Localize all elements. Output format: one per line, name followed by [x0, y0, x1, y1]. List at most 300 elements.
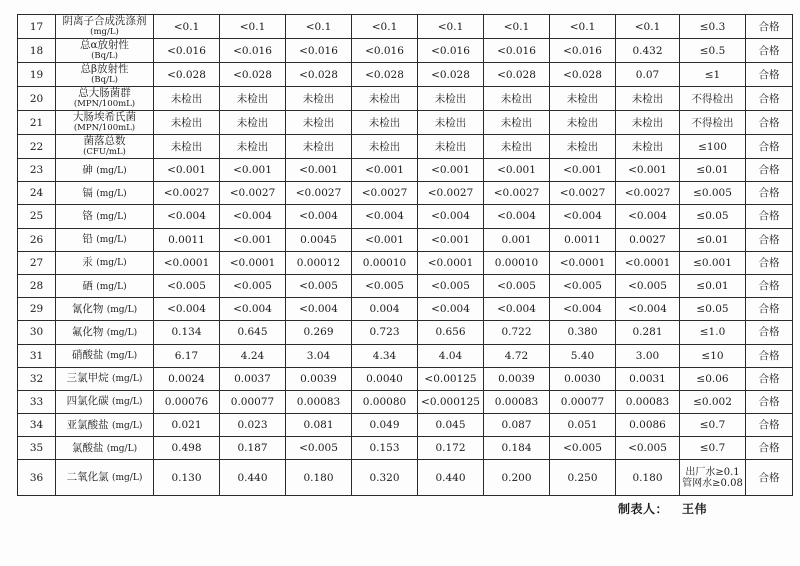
item-cell: [56, 390, 154, 413]
value-cell: 0.0045: [286, 228, 352, 251]
value-cell: 未检出: [484, 87, 550, 111]
value-cell: 未检出: [286, 87, 352, 111]
item-name: 汞: [82, 256, 93, 269]
value-cell: <0.028: [154, 63, 220, 87]
result-cell: 合格: [746, 63, 793, 87]
result-cell: 合格: [746, 298, 793, 321]
table-row: [18, 135, 793, 159]
value-cell: 未检出: [418, 87, 484, 111]
item-name: 大肠埃希氏菌: [73, 111, 136, 123]
value-cell: <0.001: [550, 159, 616, 182]
value-cell: <0.001: [220, 159, 286, 182]
value-cell: 0.087: [484, 414, 550, 437]
value-cell: 0.440: [220, 460, 286, 496]
result-cell: 合格: [746, 182, 793, 205]
item-unit: (mg/L): [112, 397, 143, 408]
value-cell: 0.184: [484, 437, 550, 460]
item-cell: [56, 63, 154, 87]
standard-limit: ≤0.001: [680, 251, 746, 274]
value-cell: 未检出: [616, 87, 680, 111]
table-row: [18, 437, 793, 460]
standard-limit: ≤0.7: [680, 414, 746, 437]
standard-limit: ≤1: [680, 63, 746, 87]
value-cell: 0.00010: [352, 251, 418, 274]
value-cell: 0.498: [154, 437, 220, 460]
value-cell: 未检出: [352, 111, 418, 135]
value-cell: 0.00080: [352, 390, 418, 413]
item-name: 氟化物: [71, 325, 104, 338]
result-cell: 合格: [746, 344, 793, 367]
value-cell: 0.153: [352, 437, 418, 460]
value-cell: 未检出: [154, 87, 220, 111]
value-cell: <0.028: [352, 63, 418, 87]
value-cell: <0.004: [352, 205, 418, 228]
result-cell: 合格: [746, 460, 793, 496]
standard-limit: [680, 460, 746, 496]
row-number: 25: [18, 205, 56, 228]
item-cell: [56, 437, 154, 460]
value-cell: <0.004: [616, 298, 680, 321]
value-cell: <0.004: [286, 298, 352, 321]
value-cell: 0.440: [418, 460, 484, 496]
value-cell: 3.04: [286, 344, 352, 367]
item-unit: (mg/L): [96, 165, 127, 176]
item-unit: (mg/L): [112, 374, 143, 385]
item-unit: (mg/L): [106, 327, 138, 338]
result-cell: 合格: [746, 321, 793, 344]
value-cell: <0.001: [616, 159, 680, 182]
value-cell: 0.081: [286, 414, 352, 437]
value-cell: <0.028: [220, 63, 286, 87]
value-cell: 未检出: [220, 135, 286, 159]
table-row: [18, 390, 793, 413]
value-cell: <0.0027: [220, 182, 286, 205]
table-row: [18, 182, 793, 205]
row-number: 34: [18, 414, 56, 437]
value-cell: 0.281: [616, 321, 680, 344]
value-cell: 未检出: [220, 87, 286, 111]
item-name: 总α放射性: [79, 39, 130, 51]
item-name: 四氯化碳: [66, 395, 109, 408]
item-cell: [56, 414, 154, 437]
standard-limit: ≤0.01: [680, 228, 746, 251]
value-cell: <0.0027: [286, 182, 352, 205]
value-cell: <0.005: [286, 437, 352, 460]
value-cell: <0.0027: [418, 182, 484, 205]
item-name: 氰化物: [71, 302, 104, 315]
result-cell: 合格: [746, 159, 793, 182]
value-cell: <0.004: [154, 205, 220, 228]
value-cell: <0.004: [550, 205, 616, 228]
value-cell: <0.0027: [352, 182, 418, 205]
standard-limit-line: 管网水≥0.08: [682, 477, 743, 489]
value-cell: <0.001: [352, 228, 418, 251]
item-unit: (MPN/100mL): [73, 99, 136, 109]
row-number: 36: [18, 460, 56, 496]
value-cell: <0.005: [550, 437, 616, 460]
standard-limit: ≤0.05: [680, 298, 746, 321]
value-cell: <0.0027: [550, 182, 616, 205]
row-number: 20: [18, 87, 56, 111]
item-cell: [56, 205, 154, 228]
value-cell: 0.0031: [616, 367, 680, 390]
value-cell: <0.000125: [418, 390, 484, 413]
value-cell: <0.1: [550, 15, 616, 39]
table-maker: [618, 500, 707, 517]
standard-limit: ≤100: [680, 135, 746, 159]
table-row: [18, 344, 793, 367]
value-cell: 未检出: [286, 135, 352, 159]
row-number: 30: [18, 321, 56, 344]
value-cell: <0.001: [220, 228, 286, 251]
table-maker-label: 制表人：: [618, 502, 669, 516]
value-cell: 0.0011: [154, 228, 220, 251]
item-name: 砷: [82, 163, 93, 176]
result-cell: 合格: [746, 367, 793, 390]
value-cell: 0.0024: [154, 367, 220, 390]
value-cell: 0.001: [484, 228, 550, 251]
value-cell: 0.645: [220, 321, 286, 344]
row-number: 22: [18, 135, 56, 159]
table-row: [18, 414, 793, 437]
value-cell: <0.004: [484, 205, 550, 228]
standard-limit: ≤0.05: [680, 205, 746, 228]
value-cell: 未检出: [352, 135, 418, 159]
item-cell: [56, 298, 154, 321]
item-cell: [56, 182, 154, 205]
item-name: 氯酸盐: [71, 441, 104, 454]
item-unit: (mg/L): [112, 420, 143, 431]
value-cell: <0.0001: [154, 251, 220, 274]
value-cell: 0.0011: [550, 228, 616, 251]
value-cell: <0.028: [550, 63, 616, 87]
value-cell: 0.180: [616, 460, 680, 496]
value-cell: 未检出: [220, 111, 286, 135]
item-unit: (mg/L): [106, 351, 138, 362]
item-unit: (mg/L): [96, 281, 127, 292]
result-cell: 合格: [746, 390, 793, 413]
value-cell: 0.656: [418, 321, 484, 344]
value-cell: 0.380: [550, 321, 616, 344]
value-cell: 0.023: [220, 414, 286, 437]
standard-limit: ≤0.01: [680, 274, 746, 297]
value-cell: 0.0037: [220, 367, 286, 390]
value-cell: <0.1: [418, 15, 484, 39]
value-cell: 4.04: [418, 344, 484, 367]
row-number: 28: [18, 274, 56, 297]
row-number: 17: [18, 15, 56, 39]
value-cell: <0.001: [154, 159, 220, 182]
item-name: 硝酸盐: [71, 349, 104, 362]
value-cell: <0.0001: [550, 251, 616, 274]
value-cell: 0.07: [616, 63, 680, 87]
value-cell: <0.1: [154, 15, 220, 39]
result-cell: 合格: [746, 87, 793, 111]
value-cell: <0.004: [220, 298, 286, 321]
table-row: [18, 367, 793, 390]
row-number: 29: [18, 298, 56, 321]
table-row: [18, 15, 793, 39]
value-cell: 0.723: [352, 321, 418, 344]
value-cell: <0.005: [550, 274, 616, 297]
item-name: 三氯甲烷: [66, 372, 109, 385]
result-cell: 合格: [746, 251, 793, 274]
table-row: [18, 63, 793, 87]
item-name: 镉: [82, 186, 93, 199]
table-row: [18, 274, 793, 297]
value-cell: <0.004: [550, 298, 616, 321]
value-cell: 6.17: [154, 344, 220, 367]
value-cell: <0.005: [154, 274, 220, 297]
item-name: 总β放射性: [80, 63, 129, 75]
standard-limit: ≤0.3: [680, 15, 746, 39]
result-cell: 合格: [746, 15, 793, 39]
standard-limit: ≤1.0: [680, 321, 746, 344]
value-cell: 0.320: [352, 460, 418, 496]
value-cell: 未检出: [418, 135, 484, 159]
standard-limit: ≤0.5: [680, 39, 746, 63]
table-row: [18, 87, 793, 111]
value-cell: <0.001: [418, 159, 484, 182]
value-cell: <0.0027: [484, 182, 550, 205]
item-cell: [56, 159, 154, 182]
value-cell: 未检出: [616, 135, 680, 159]
value-cell: <0.028: [286, 63, 352, 87]
value-cell: <0.004: [484, 298, 550, 321]
value-cell: 0.172: [418, 437, 484, 460]
standard-limit: ≤0.7: [680, 437, 746, 460]
value-cell: <0.005: [484, 274, 550, 297]
item-cell: [56, 228, 154, 251]
value-cell: <0.1: [616, 15, 680, 39]
value-cell: 未检出: [484, 135, 550, 159]
value-cell: 0.049: [352, 414, 418, 437]
value-cell: 0.250: [550, 460, 616, 496]
value-cell: 未检出: [550, 111, 616, 135]
result-cell: 合格: [746, 414, 793, 437]
value-cell: <0.005: [286, 274, 352, 297]
value-cell: <0.016: [484, 39, 550, 63]
item-unit: (mg/L): [96, 211, 127, 222]
item-unit: (Bq/L): [91, 75, 118, 85]
standard-limit-line: 出厂水≥0.1: [685, 466, 740, 478]
value-cell: 0.432: [616, 39, 680, 63]
value-cell: <0.004: [286, 205, 352, 228]
value-cell: 0.00083: [286, 390, 352, 413]
standard-limit: 不得检出: [680, 111, 746, 135]
value-cell: <0.0027: [154, 182, 220, 205]
value-cell: 5.40: [550, 344, 616, 367]
value-cell: <0.00125: [418, 367, 484, 390]
result-cell: 合格: [746, 437, 793, 460]
value-cell: <0.004: [220, 205, 286, 228]
row-number: 27: [18, 251, 56, 274]
standard-limit: ≤10: [680, 344, 746, 367]
value-cell: 未检出: [484, 111, 550, 135]
value-cell: 未检出: [352, 87, 418, 111]
value-cell: <0.001: [484, 159, 550, 182]
value-cell: <0.1: [352, 15, 418, 39]
value-cell: <0.0001: [616, 251, 680, 274]
item-cell: [56, 111, 154, 135]
row-number: 26: [18, 228, 56, 251]
value-cell: 0.0039: [484, 367, 550, 390]
value-cell: 0.00010: [484, 251, 550, 274]
item-cell: [56, 135, 154, 159]
result-cell: 合格: [746, 205, 793, 228]
value-cell: 0.004: [352, 298, 418, 321]
value-cell: <0.028: [484, 63, 550, 87]
item-name: 菌落总数: [83, 135, 126, 147]
value-cell: <0.005: [616, 274, 680, 297]
item-unit: (CFU/mL): [83, 147, 126, 157]
value-cell: 0.269: [286, 321, 352, 344]
standard-limit: 不得检出: [680, 87, 746, 111]
row-number: 18: [18, 39, 56, 63]
value-cell: <0.016: [550, 39, 616, 63]
water-quality-table: [17, 14, 793, 496]
value-cell: 4.24: [220, 344, 286, 367]
value-cell: <0.004: [616, 205, 680, 228]
result-cell: 合格: [746, 111, 793, 135]
value-cell: <0.0001: [220, 251, 286, 274]
value-cell: <0.005: [418, 274, 484, 297]
item-unit: (MPN/100mL): [73, 123, 136, 133]
value-cell: <0.001: [286, 159, 352, 182]
item-name: 铅: [82, 233, 93, 246]
table-row: [18, 159, 793, 182]
item-name: 硒: [82, 279, 93, 292]
item-unit: (mg/L): [90, 27, 119, 37]
item-cell: [56, 344, 154, 367]
value-cell: 4.34: [352, 344, 418, 367]
value-cell: <0.1: [286, 15, 352, 39]
value-cell: <0.016: [286, 39, 352, 63]
standard-limit: ≤0.002: [680, 390, 746, 413]
row-number: 35: [18, 437, 56, 460]
table-body: [18, 15, 793, 496]
value-cell: <0.005: [220, 274, 286, 297]
item-cell: [56, 460, 154, 496]
table-row: [18, 251, 793, 274]
row-number: 21: [18, 111, 56, 135]
value-cell: 0.00083: [484, 390, 550, 413]
item-unit: (mg/L): [112, 473, 143, 484]
value-cell: 0.130: [154, 460, 220, 496]
value-cell: <0.028: [418, 63, 484, 87]
result-cell: 合格: [746, 274, 793, 297]
item-cell: [56, 87, 154, 111]
value-cell: 未检出: [154, 111, 220, 135]
table-row: [18, 321, 793, 344]
value-cell: 0.722: [484, 321, 550, 344]
value-cell: <0.1: [220, 15, 286, 39]
value-cell: 未检出: [418, 111, 484, 135]
table-row: [18, 460, 793, 496]
standard-limit: ≤0.01: [680, 159, 746, 182]
table-row: [18, 298, 793, 321]
value-cell: 0.134: [154, 321, 220, 344]
result-cell: 合格: [746, 135, 793, 159]
value-cell: 0.045: [418, 414, 484, 437]
item-cell: [56, 39, 154, 63]
table-maker-name: 王伟: [682, 502, 708, 516]
item-unit: (mg/L): [106, 304, 138, 315]
item-unit: (mg/L): [96, 235, 127, 246]
value-cell: 0.00077: [220, 390, 286, 413]
value-cell: <0.004: [154, 298, 220, 321]
item-name: 二氧化氯: [66, 471, 109, 484]
row-number: 32: [18, 367, 56, 390]
value-cell: 0.0040: [352, 367, 418, 390]
value-cell: 4.72: [484, 344, 550, 367]
item-unit: (mg/L): [96, 188, 127, 199]
value-cell: <0.004: [418, 298, 484, 321]
value-cell: 0.0030: [550, 367, 616, 390]
value-cell: 3.00: [616, 344, 680, 367]
item-cell: [56, 251, 154, 274]
value-cell: <0.016: [220, 39, 286, 63]
row-number: 19: [18, 63, 56, 87]
table-row: [18, 228, 793, 251]
value-cell: <0.0027: [616, 182, 680, 205]
value-cell: <0.0001: [418, 251, 484, 274]
item-unit: (Bq/L): [91, 51, 118, 61]
table-row: [18, 39, 793, 63]
value-cell: <0.005: [352, 274, 418, 297]
table-row: [18, 205, 793, 228]
item-cell: [56, 15, 154, 39]
value-cell: 未检出: [550, 87, 616, 111]
value-cell: 0.00083: [616, 390, 680, 413]
result-cell: 合格: [746, 228, 793, 251]
value-cell: 0.0039: [286, 367, 352, 390]
value-cell: <0.004: [418, 205, 484, 228]
item-cell: [56, 274, 154, 297]
value-cell: 未检出: [550, 135, 616, 159]
item-cell: [56, 321, 154, 344]
value-cell: 0.0086: [616, 414, 680, 437]
value-cell: 0.00012: [286, 251, 352, 274]
result-cell: 合格: [746, 39, 793, 63]
row-number: 24: [18, 182, 56, 205]
value-cell: 未检出: [286, 111, 352, 135]
value-cell: 未检出: [154, 135, 220, 159]
item-unit: (mg/L): [106, 443, 138, 454]
item-name: 铬: [82, 209, 93, 222]
standard-limit: ≤0.005: [680, 182, 746, 205]
table-row: [18, 111, 793, 135]
value-cell: 0.200: [484, 460, 550, 496]
item-name: 总大肠菌群: [78, 87, 131, 99]
value-cell: <0.001: [418, 228, 484, 251]
value-cell: 0.00077: [550, 390, 616, 413]
value-cell: 0.187: [220, 437, 286, 460]
row-number: 31: [18, 344, 56, 367]
item-name: 阴离子合成洗涤剂: [62, 15, 147, 27]
value-cell: <0.005: [616, 437, 680, 460]
row-number: 33: [18, 390, 56, 413]
value-cell: <0.016: [352, 39, 418, 63]
value-cell: 0.021: [154, 414, 220, 437]
value-cell: 0.051: [550, 414, 616, 437]
item-name: 亚氯酸盐: [66, 418, 109, 431]
item-cell: [56, 367, 154, 390]
value-cell: <0.001: [352, 159, 418, 182]
item-unit: (mg/L): [96, 258, 127, 269]
value-cell: <0.1: [484, 15, 550, 39]
value-cell: <0.016: [418, 39, 484, 63]
